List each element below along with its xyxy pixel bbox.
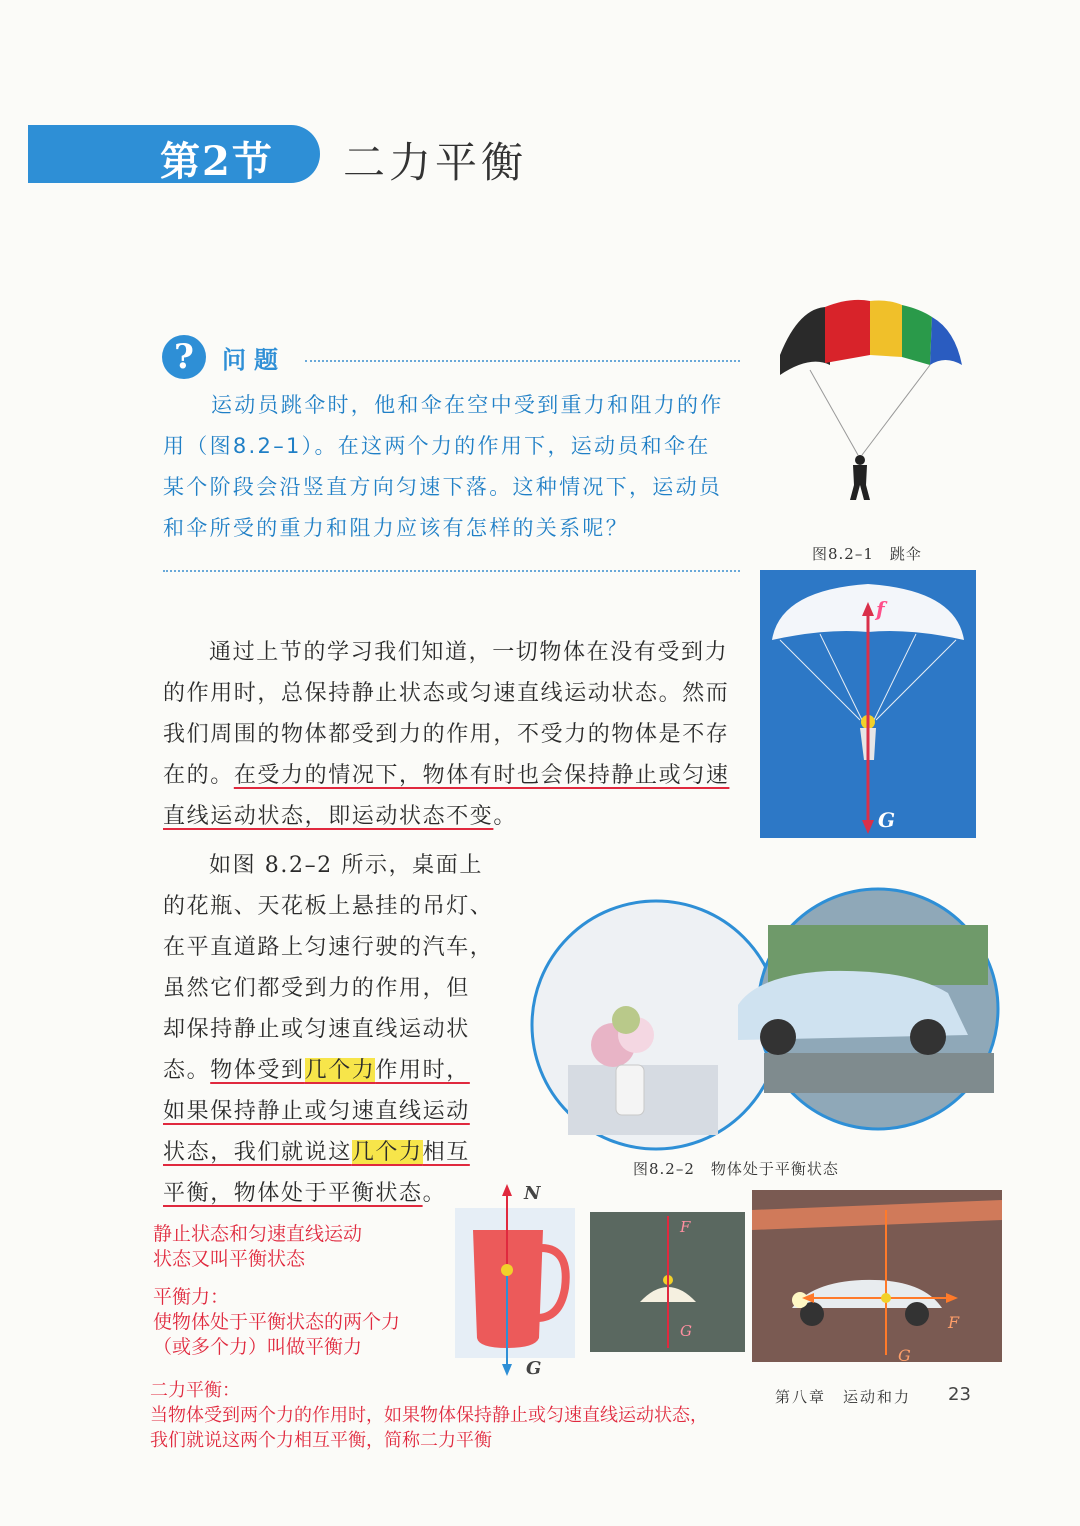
text-line: 如图 8.2–2 所示，桌面上 xyxy=(209,853,483,878)
note-line: 当物体受到两个力的作用时，如果物体保持静止或匀速直线运动状态， xyxy=(150,1405,708,1426)
text-line: 虽然它们都受到力的作用，但 xyxy=(163,976,470,1001)
note-line: 静止状态和匀速直线运动 xyxy=(153,1223,363,1245)
text-span: 。 xyxy=(493,804,518,829)
text-line: 的作用时，总保持静止状态或匀速直线运动状态。然而 xyxy=(163,681,730,706)
note-line: 平衡力： xyxy=(153,1286,230,1308)
force-label-g: G xyxy=(898,1346,911,1365)
note-equilibrium-state xyxy=(153,1222,362,1272)
paragraph-2 xyxy=(163,845,493,1214)
note-line: （或多个力）叫做平衡力 xyxy=(153,1336,363,1358)
figure-caption-2: 图8.2–2 物体处于平衡状态 xyxy=(633,1160,839,1178)
cup-force-diagram xyxy=(455,1178,575,1378)
parachute-photo xyxy=(770,295,970,530)
highlighted-text: 几个力 xyxy=(351,1140,423,1165)
text-span: 在的。 xyxy=(163,763,234,788)
text-line xyxy=(163,755,743,796)
lamp-force-diagram xyxy=(590,1212,745,1352)
force-label-g: G xyxy=(526,1358,542,1379)
force-label-f: f xyxy=(876,597,885,621)
force-label-g: G xyxy=(680,1322,692,1340)
underlined-text: 在受力的情况下，物体有时也会保持静止或匀速 xyxy=(233,763,730,788)
text-span: 。 xyxy=(422,1181,447,1206)
note-line: 我们就说这两个力相互平衡，简称二力平衡 xyxy=(150,1430,492,1451)
text-line: 的花瓶、天花板上悬挂的吊灯、 xyxy=(163,894,494,919)
question-line: 和伞所受的重力和阻力应该有怎样的关系呢？ xyxy=(163,516,629,540)
parachute-force-diagram xyxy=(760,570,976,838)
text-line: 通过上节的学习我们知道，一切物体在没有受到力 xyxy=(209,640,729,665)
page-number: 23 xyxy=(948,1384,971,1405)
question-text xyxy=(163,385,738,549)
text-span: 状态，我们就说这 xyxy=(163,1140,352,1165)
note-line: 二力平衡： xyxy=(150,1380,240,1401)
divider-top xyxy=(305,360,740,362)
text-line xyxy=(163,796,743,837)
text-line: 在平直道路上匀速行驶的汽车， xyxy=(163,935,494,960)
question-line: 运动员跳伞时，他和伞在空中受到重力和阻力的作 xyxy=(211,393,724,417)
text-line: 却保持静止或匀速直线运动状 xyxy=(163,1017,470,1042)
figure-caption-1: 图8.2–1 跳伞 xyxy=(812,545,922,563)
paragraph-1 xyxy=(163,632,743,837)
section-title: 二力平衡 xyxy=(343,138,528,187)
text-span: 态。 xyxy=(163,1058,211,1083)
underlined-text: 直线运动状态，即运动状态不变 xyxy=(163,804,494,829)
force-label-n: N xyxy=(524,1183,541,1204)
note-two-force-balance xyxy=(150,1378,708,1453)
highlighted-text: 几个力 xyxy=(304,1058,376,1083)
note-line: 状态又叫平衡状态 xyxy=(153,1248,306,1270)
question-mark-icon: ? xyxy=(162,335,206,379)
question-label: 问题 xyxy=(222,345,286,374)
text-span: 作用时， xyxy=(375,1058,470,1083)
balance-photos xyxy=(528,885,1008,1153)
note-balanced-forces xyxy=(153,1285,400,1360)
text-line xyxy=(163,1050,493,1091)
chapter-footer: 第八章 运动和力 xyxy=(775,1388,912,1406)
underlined-text: 平衡，物体处于平衡状态 xyxy=(163,1181,423,1206)
force-label-f: F xyxy=(948,1313,960,1332)
question-line: 某个阶段会沿竖直方向匀速下落。这种情况下，运动员 xyxy=(163,475,723,499)
section-number: 第2节 xyxy=(160,138,274,185)
car-force-diagram xyxy=(752,1190,1002,1362)
divider-bottom xyxy=(163,570,740,572)
underlined-text xyxy=(210,1058,470,1083)
text-line: 我们周围的物体都受到力的作用，不受力的物体是不存 xyxy=(163,722,730,747)
text-span: 相互 xyxy=(422,1140,470,1165)
underlined-text xyxy=(163,1140,470,1165)
text-line xyxy=(163,1132,493,1173)
underlined-text: 如果保持静止或匀速直线运动 xyxy=(163,1099,470,1124)
force-label-g: G xyxy=(878,808,896,832)
note-line: 使物体处于平衡状态的两个力 xyxy=(153,1311,401,1333)
force-label-f: F xyxy=(680,1218,691,1236)
text-line xyxy=(163,1173,493,1214)
question-line: 用（图8.2–1）。在这两个力的作用下，运动员和伞在 xyxy=(163,434,711,458)
text-span: 物体受到 xyxy=(210,1058,305,1083)
